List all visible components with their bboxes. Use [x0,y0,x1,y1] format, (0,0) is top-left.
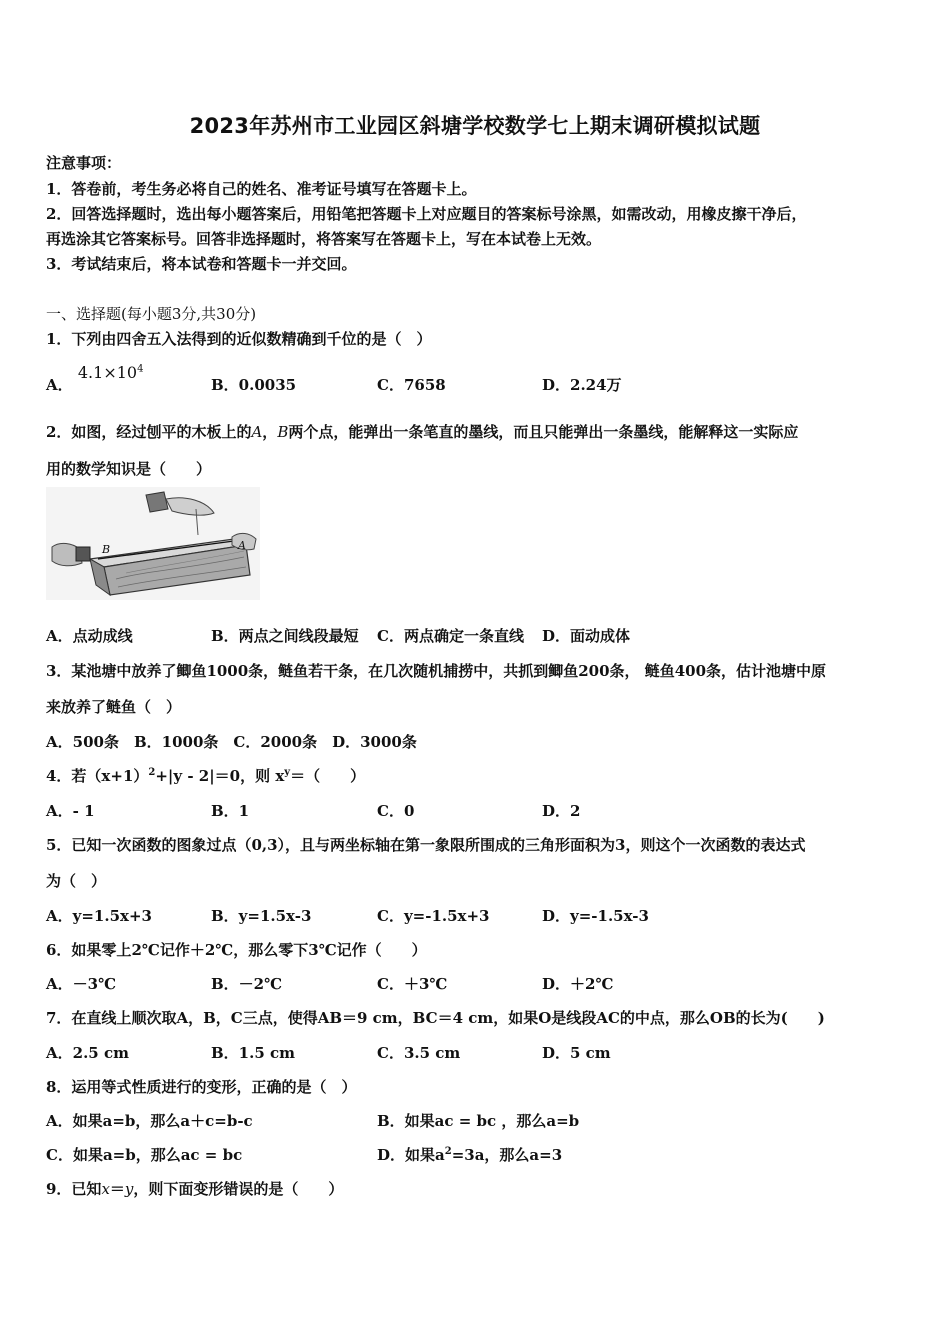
q9-var-y: y [124,1180,134,1198]
q2-stem-cont: 用的数学知识是（ ） [46,460,212,478]
q8-option-c: C．如果a=b，那么ac = bc [46,1146,243,1164]
q7-option-d: D．5 cm [542,1044,611,1062]
q2-option-a: A．点动成线 [46,627,133,645]
q3-stem: 3．某池塘中放养了鲫鱼1000条，鲢鱼若干条，在几次随机捕捞中，共抓到鲫鱼200条， 鲢鱼400条，估计池塘中原 [46,662,827,680]
q1-option-a-base: 4.1×10 [77,363,138,382]
q8-option-d [377,1144,562,1165]
q6-option-c: C．＋3℃ [377,975,448,993]
page-title: 2023年苏州市工业园区斜塘学校数学七上期末调研模拟试题 [189,114,761,138]
section-heading: 一、选择题(每小题3分,共30分) [46,305,257,323]
q1-option-d: D．2.24万 [542,376,622,394]
q2-point-b: B [277,423,289,441]
q4-stem-mid: +|y - 2|＝0，则 x [155,767,285,785]
q4-sup-2: 2 [148,767,156,778]
q4-option-a: A．- 1 [46,802,95,820]
q4-option-c: C．0 [377,802,415,820]
q7-option-b: B．1.5 cm [211,1044,296,1062]
q5-stem-cont: 为（ ） [46,872,107,890]
q2-option-b: B．两点之间线段最短 [211,627,359,645]
q8-option-d-pre: D．如果a [377,1146,445,1164]
q7-option-a: A．2.5 cm [46,1044,129,1062]
q4-stem-post: ＝（ ） [290,767,366,785]
q5-option-b: B．y=1.5x-3 [211,907,312,925]
q8-stem: 8．运用等式性质进行的变形，正确的是（ ） [46,1078,357,1096]
q2-option-d: D．面动成体 [542,627,631,645]
q6-option-b: B．－2℃ [211,975,283,993]
q8-option-d-sup: 2 [444,1146,452,1157]
q4-sup-y: y [284,767,291,778]
q4-option-d: D．2 [542,802,581,820]
q9-equals: ＝ [109,1180,125,1198]
notice-item-2: 2．回答选择题时，选出每小题答案后，用铅笔把答题卡上对应题目的答案标号涂黑，如需改动，用橡皮擦干净后， [46,205,807,223]
q4-stem [46,765,365,786]
notice-item-3: 3．考试结束后，将本试卷和答题卡一并交回。 [46,255,357,273]
q9-stem-post: ，则下面变形错误的是（ ） [133,1180,344,1198]
q2-stem-post: 两个点，能弹出一条笔直的墨线，而且只能弹出一条墨线，能解释这一实际应 [288,423,799,441]
q1-option-a-expr [78,363,144,382]
q1-stem: 1．下列由四舍五入法得到的近似数精确到千位的是（ ） [46,330,432,348]
q5-option-c: C．y=-1.5x+3 [377,907,490,925]
q2-figure-label-a: A [238,539,246,552]
q2-figure-label-b: B [102,543,111,556]
q1-option-a-label: A． [46,376,73,394]
q9-stem-pre: 9．已知 [46,1180,102,1198]
q2-separator: ， [262,423,278,441]
q3-options: A．500条 B．1000条 C．2000条 D．3000条 [46,733,417,751]
q2-stem-pre: 2．如图，经过刨平的木板上的 [46,423,252,441]
q1-option-b: B．0.0035 [211,376,297,394]
q4-option-b: B．1 [211,802,250,820]
q8-option-b: B．如果ac = bc ，那么a=b [377,1112,580,1130]
q1-option-c: C．7658 [377,376,446,394]
q6-option-d: D．＋2℃ [542,975,614,993]
q5-option-a: A．y=1.5x+3 [46,907,152,925]
q7-option-c: C．3.5 cm [377,1044,461,1062]
notice-item-1: 1．答卷前，考生务必将自己的姓名、准考证号填写在答题卡上。 [46,180,477,198]
q7-stem: 7．在直线上顺次取A，B，C三点，使得AB＝9 cm，BC＝4 cm，如果O是线段AC的中点，那么OB的长为( ) [46,1009,825,1027]
q5-stem: 5．已知一次函数的图象过点（0,3），且与两坐标轴在第一象限所围成的三角形面积为3，则这个一次函数的表达式 [46,836,806,854]
q6-stem: 6．如果零上2℃记作＋2℃，那么零下3℃记作（ ） [46,941,427,959]
q8-option-a: A．如果a=b，那么a＋c=b-c [46,1112,253,1130]
notice-heading: 注意事项： [46,154,122,172]
notice-item-2-cont: 再选涂其它答案标号。回答非选择题时，将答案写在答题卡上，写在本试卷上无效。 [46,230,602,248]
q8-option-d-post: =3a，那么a=3 [451,1146,563,1164]
q2-stem [46,421,798,442]
q2-point-a: A [251,423,263,441]
q6-option-a: A．－3℃ [46,975,117,993]
q4-stem-pre: 4．若（x+1） [46,767,149,785]
q9-var-x: x [101,1180,110,1198]
q5-option-d: D．y=-1.5x-3 [542,907,649,925]
q2-figure-plank [46,487,260,600]
q1-option-a-exp: 4 [137,363,144,375]
q2-option-c: C．两点确定一条直线 [377,627,524,645]
q3-stem-cont: 来放养了鲢鱼（ ） [46,698,182,716]
q9-stem [46,1178,343,1199]
